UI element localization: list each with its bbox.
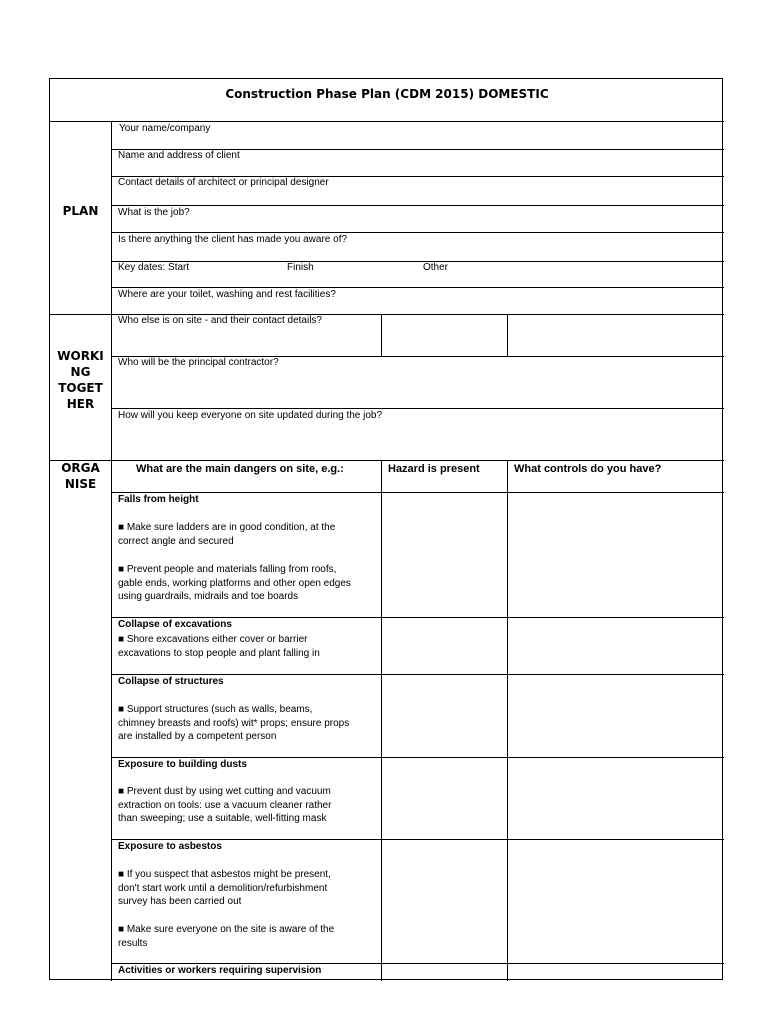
form-title: Construction Phase Plan (CDM 2015) DOMESTIC: [225, 87, 549, 101]
field-your-name[interactable]: Your name/company: [119, 123, 211, 134]
hazard-guidance: ■ Support structures (such as walls, beams, chimney breasts and roofs) wit* props; ensure props are installed by a competent person: [118, 704, 350, 742]
field-client[interactable]: Name and address of client: [118, 150, 240, 161]
hazard-title: Exposure to building dusts: [118, 759, 247, 770]
hazard-title: Collapse of structures: [118, 676, 224, 687]
hazard-guidance: ■ Make sure everyone on the site is aware of the results: [118, 924, 335, 949]
field-key-dates-finish[interactable]: Finish: [287, 262, 314, 273]
hazard-guidance: ■ Prevent dust by using wet cutting and vacuum extraction on tools: use a vacuum cleaner rather than sweeping; use a suitable, well-fitting mask: [118, 786, 332, 824]
section-working-together-label: WORKI NG TOGET HER: [57, 349, 104, 411]
field-keep-updated[interactable]: How will you keep everyone on site updated during the job?: [118, 410, 383, 421]
column-header-controls: What controls do you have?: [514, 463, 662, 475]
section-organise-label: ORGA NISE: [61, 461, 100, 491]
field-architect[interactable]: Contact details of architect or principal designer: [118, 177, 329, 188]
field-who-else-on-site[interactable]: Who else is on site - and their contact details?: [118, 315, 322, 326]
column-divider: [381, 314, 382, 356]
column-header-dangers: What are the main dangers on site, e.g.:: [136, 463, 344, 475]
field-principal-contractor[interactable]: Who will be the principal contractor?: [118, 357, 279, 368]
section-column-divider: [111, 121, 112, 981]
hazard-guidance: ■ Shore excavations either cover or barrier excavations to stop people and plant falling in: [118, 634, 320, 659]
construction-phase-plan-form: [49, 78, 723, 980]
field-key-dates-start[interactable]: Key dates: Start: [118, 262, 190, 273]
row-divider: [111, 492, 724, 493]
section-divider: [50, 460, 724, 461]
column-divider: [381, 460, 382, 981]
hazard-title: Collapse of excavations: [118, 619, 232, 630]
hazard-title: Exposure to asbestos: [118, 841, 222, 852]
hazard-guidance: ■ If you suspect that asbestos might be present, don't start work until a demolition/refurbishment survey has been carried out: [118, 869, 331, 907]
column-divider: [507, 460, 508, 981]
field-job[interactable]: What is the job?: [118, 207, 190, 218]
column-divider: [507, 314, 508, 356]
field-key-dates-other[interactable]: Other: [423, 262, 449, 273]
hazard-guidance: ■ Make sure ladders are in good condition, at the correct angle and secured: [118, 522, 336, 547]
row-divider: [111, 261, 724, 262]
supervision-row-label: Activities or workers requiring supervision: [118, 965, 322, 976]
field-client-aware[interactable]: Is there anything the client has made you aware of?: [118, 234, 348, 245]
hazard-title: Falls from height: [118, 494, 199, 505]
field-facilities[interactable]: Where are your toilet, washing and rest facilities?: [118, 289, 336, 300]
column-header-hazard-present: Hazard is present: [388, 463, 480, 475]
row-divider: [111, 205, 724, 206]
section-plan-label: PLAN: [62, 204, 99, 218]
hazard-guidance: ■ Prevent people and materials falling from roofs, gable ends, working platforms and other open edges using guardrails, midrails and toe boards: [118, 564, 351, 602]
